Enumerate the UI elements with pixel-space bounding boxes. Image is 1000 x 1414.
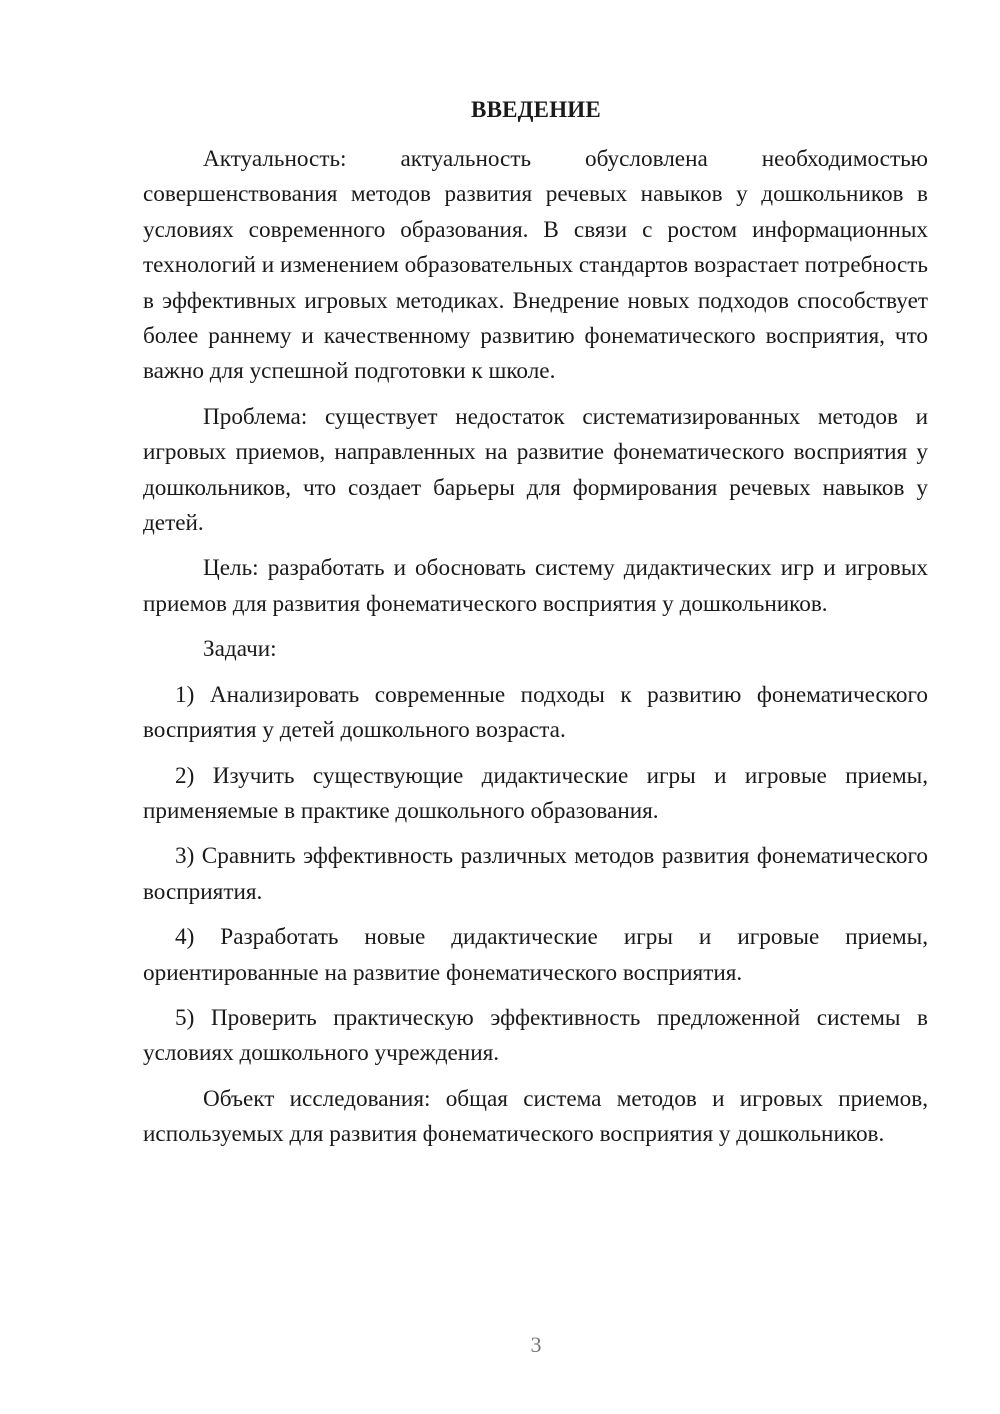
- goal-paragraph: Цель: разработать и обосновать систему дидактических игр и игровых приемов для развития фонематического восприятия у дошкольников.: [143, 555, 928, 617]
- task-item: 2) Изучить существующие дидактические игры и игровые приемы, применяемые в практике дошкольного образования.: [143, 762, 928, 824]
- task-item: 5) Проверить практическую эффективность предложенной системы в условиях дошкольного учреждения.: [143, 1004, 928, 1067]
- task-item: 3) Сравнить эффективность различных методов развития фонематического восприятия.: [143, 843, 928, 905]
- object-paragraph: Объект исследования: общая система методов и игровых приемов, используемых для развития фонематического восприятия у дошкольников.: [143, 1085, 928, 1148]
- relevance-paragraph: Актуальность: актуальность обусловлена необходимостью совершенствования методов развития речевых навыков у дошкольников в условиях современного образования. В связи с ростом информационных технологий и изменением образовательных стандартов возрастает потребность в эффективных игровых методиках. Внедрение новых подходов способствует более раннему и качественному развитию фонематического восприятия, что важно для успешной подготовки к школе.: [143, 146, 928, 385]
- tasks-heading: Задачи:: [203, 636, 277, 663]
- page-number: 3: [530, 1332, 542, 1357]
- document-body: [143, 142, 928, 1153]
- problem-paragraph: Проблема: существует недостаток систематизированных методов и игровых приемов, направленных на развитие фонематического восприятия у дошкольников, что создает барьеры для формирования речевых навыков у детей.: [143, 403, 928, 537]
- section-title: ВВЕДЕНИЕ: [471, 97, 601, 122]
- task-item: 4) Разработать новые дидактические игры и игровые приемы, ориентированные на развитие фонематического восприятия.: [143, 924, 928, 986]
- task-item: 1) Анализировать современные подходы к развитию фонематического восприятия у детей дошкольного возраста.: [143, 681, 928, 744]
